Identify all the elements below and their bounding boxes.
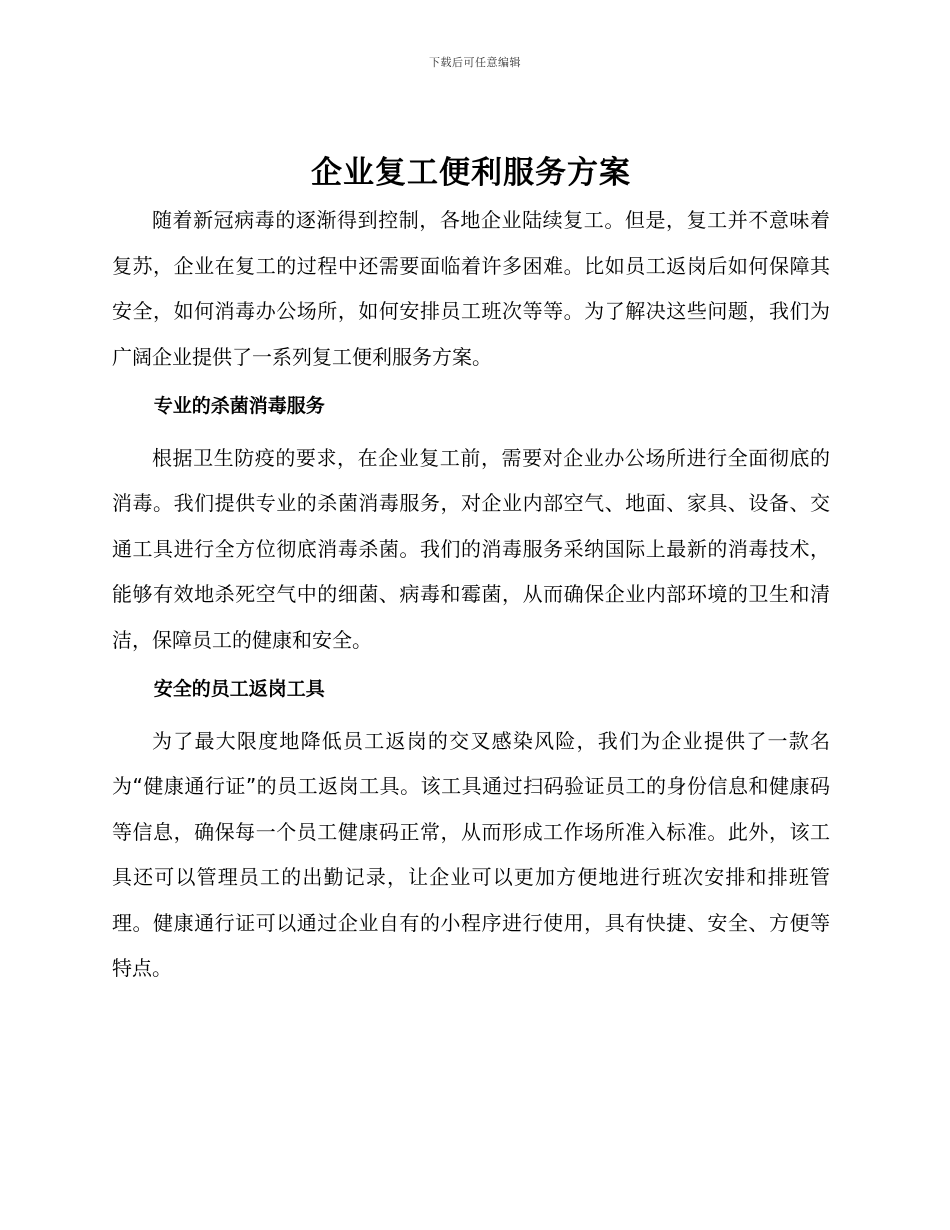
document-body xyxy=(112,150,830,992)
section-heading-return-tool: 安全的员工返岗工具 xyxy=(153,678,325,700)
header-note: 下载后可任意编辑 xyxy=(429,56,521,69)
section-heading-disinfection: 专业的杀菌消毒服务 xyxy=(153,395,325,417)
document-title: 企业复工便利服务方案 xyxy=(311,155,631,191)
section-body-disinfection: 根据卫生防疫的要求，在企业复工前，需要对企业办公场所进行全面彻底的消毒。我们提供专业的杀菌消毒服务，对企业内部空气、地面、家具、设备、交通工具进行全方位彻底消毒杀菌。我们的消毒服务采纳国际上最新的消毒技术，能够有效地杀死空气中的细菌、病毒和霉菌，从而确保企业内部环境的卫生和清洁，保障员工的健康和安全。 xyxy=(112,445,830,652)
intro-paragraph: 随着新冠病毒的逐渐得到控制，各地企业陆续复工。但是，复工并不意味着复苏，企业在复工的过程中还需要面临着许多困难。比如员工返岗后如何保障其安全，如何消毒办公场所，如何安排员工班次等等。为了解决这些问题，我们为广阔企业提供了一系列复工便利服务方案。 xyxy=(112,208,830,369)
section-body-return-tool: 为了最大限度地降低员工返岗的交叉感染风险，我们为企业提供了一款名为“健康通行证”的员工返岗工具。该工具通过扫码验证员工的身份信息和健康码等信息，确保每一个员工健康码正常，从而形成工作场所准入标准。此外，该工具还可以管理员工的出勤记录，让企业可以更加方便地进行班次安排和排班管理。健康通行证可以通过企业自有的小程序进行使用，具有快捷、安全、方便等特点。 xyxy=(112,728,830,980)
